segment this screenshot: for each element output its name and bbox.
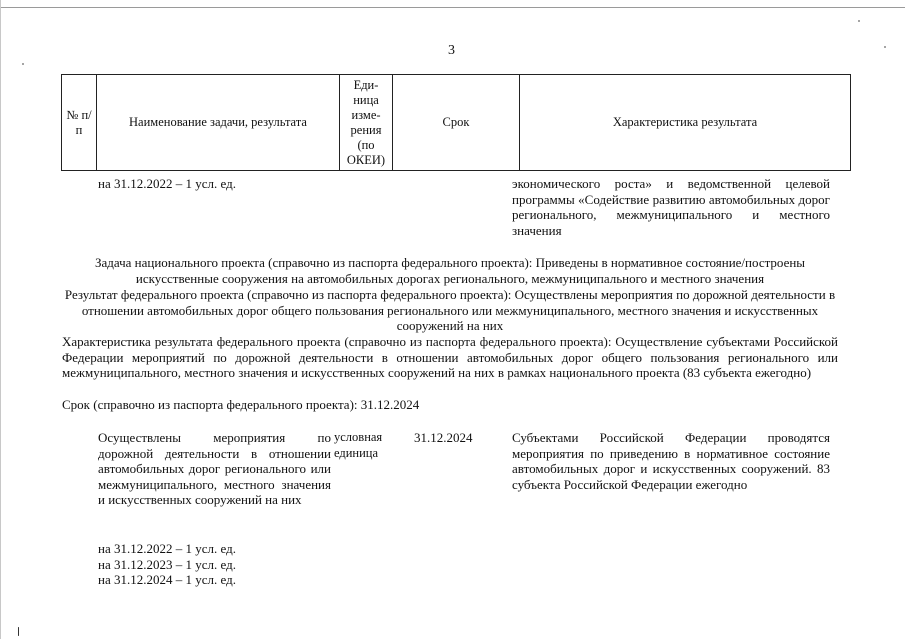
target-2024: на 31.12.2024 – 1 усл. ед. — [98, 572, 236, 587]
national-task: Задача национального проекта (справочно из паспорта федерального проекта): Приведены в нормативное состояние/построены искусственные сооружения на автомобильных дорогах регионального, межмуниципального и местного значения — [94, 255, 806, 286]
row-targets — [98, 541, 318, 588]
header-characteristic: Характеристика результата — [520, 75, 851, 171]
page-number: 3 — [448, 43, 455, 58]
scan-speck — [884, 46, 886, 48]
continuation-target: на 31.12.2022 – 1 усл. ед. — [98, 176, 236, 191]
scan-edge-left — [0, 0, 1, 639]
header-unit: Еди-ница изме-рения (по ОКЕИ) — [340, 75, 393, 171]
federal-result: Результат федерального проекта (справочно из паспорта федерального проекта): Осуществлены мероприятия по дорожной деятельности в отношении автомобильных дорог общего пользования регионального или межмуниципального, местного значения и искусственных сооружений на них — [64, 287, 836, 333]
header-num: № п/п — [62, 75, 97, 171]
continuation-characteristic: экономического роста» и ведомственной целевой программы «Содействие развитию автомобильных дорог регионального, межмуниципального и местного значения — [512, 176, 830, 238]
table-header — [61, 74, 851, 171]
row-name: Осуществлены мероприятия по дорожной деятельности в отношении автомобильных дорог регионального или межмуниципального, местного значения и искусственных сооружений на них — [98, 430, 331, 507]
header-term: Срок — [393, 75, 520, 171]
federal-term: Срок (справочно из паспорта федерального проекта): 31.12.2024 — [62, 397, 420, 412]
scan-speck — [858, 20, 860, 22]
row-characteristic: Субъектами Российской Федерации проводятся мероприятия по приведению в нормативное состояние автомобильных дорог и искусственных сооружений. 83 субъекта Российской Федерации ежегодно — [512, 430, 830, 492]
federal-characteristic: Характеристика результата федерального проекта (справочно из паспорта федерального проекта): Осуществление субъектами Российской Федерации мероприятий по дорожной деятельности в отношении автомобильных дорог общего пользования регионального или межмуниципального, местного значения и искусственных сооружений на них в рамках национального проекта (83 субъекта ежегодно) — [62, 334, 838, 380]
header-name: Наименование задачи, результата — [97, 75, 340, 171]
scan-edge-top — [0, 7, 905, 8]
scan-speck — [22, 63, 24, 65]
target-2023: на 31.12.2023 – 1 усл. ед. — [98, 556, 236, 572]
target-2022: на 31.12.2022 – 1 усл. ед. — [98, 541, 236, 556]
row-unit: условная единица — [334, 430, 383, 460]
scan-speck — [18, 627, 19, 636]
row-term: 31.12.2024 — [414, 430, 473, 445]
